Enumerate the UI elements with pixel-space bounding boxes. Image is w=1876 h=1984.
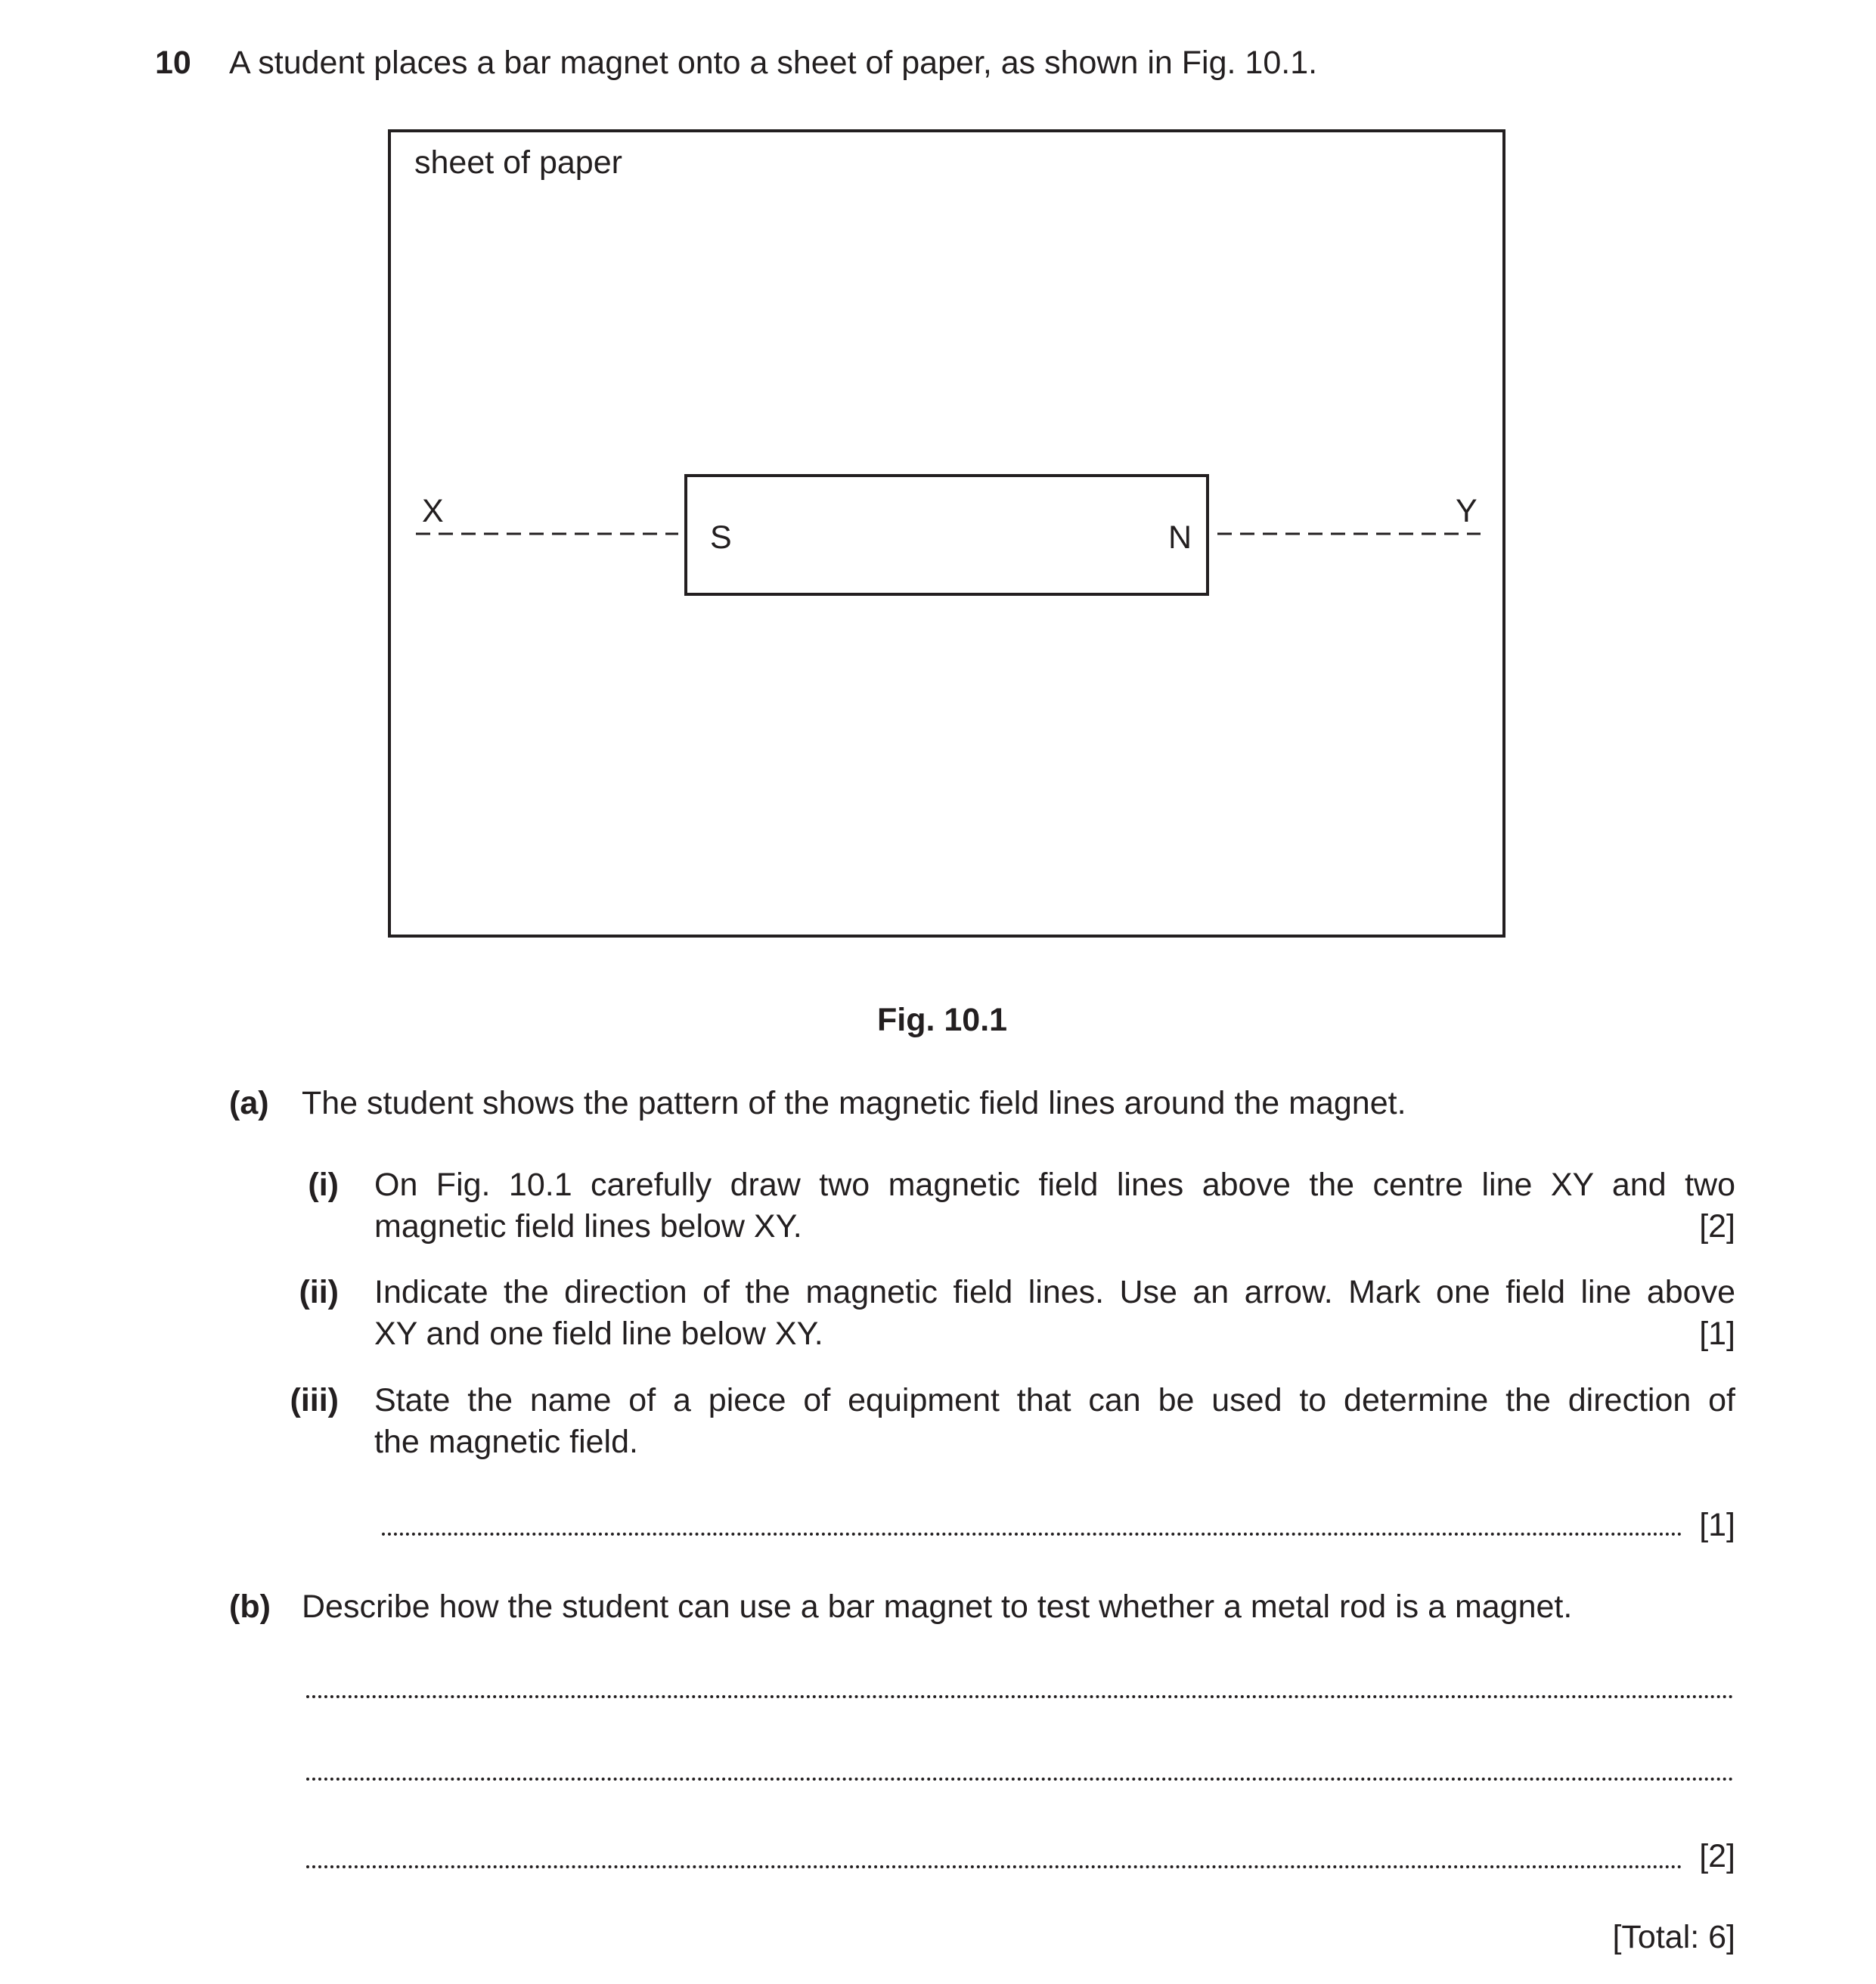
part-a-ii-line2: XY and one field line below XY.	[374, 1316, 823, 1352]
part-a-iii-line2: the magnetic field.	[374, 1424, 638, 1460]
part-a-iii-label: (iii)	[290, 1382, 339, 1418]
part-a-text: The student shows the pattern of the magnetic field lines around the magnet.	[302, 1085, 1406, 1121]
bar-magnet	[686, 476, 1208, 594]
part-a-ii-marks: [1]	[1699, 1316, 1735, 1352]
part-a-ii-line1: Indicate the direction of the magnetic field lines. Use an arrow. Mark one field line above	[374, 1274, 1735, 1310]
part-a-iii-marks: [1]	[1699, 1507, 1735, 1543]
part-b-text: Describe how the student can use a bar magnet to test whether a metal rod is a magnet.	[302, 1589, 1573, 1625]
pole-n: N	[1168, 519, 1192, 556]
part-a-i-label: (i)	[308, 1167, 339, 1203]
part-a-iii-line1: State the name of a piece of equipment that can be used to determine the direction of	[374, 1382, 1735, 1418]
part-b-label: (b)	[229, 1589, 271, 1625]
label-x: X	[422, 493, 444, 529]
part-b-answer-line-2[interactable]	[306, 1778, 1734, 1781]
label-y: Y	[1456, 493, 1478, 529]
total-marks: [Total: 6]	[1612, 1919, 1735, 1955]
question-number: 10	[155, 45, 191, 81]
part-b-answer-line-1[interactable]	[306, 1695, 1734, 1698]
figure-10-1	[0, 0, 1876, 953]
part-a-i-marks: [2]	[1699, 1208, 1735, 1245]
part-a-i-line2: magnetic field lines below XY.	[374, 1208, 802, 1245]
pole-s: S	[710, 519, 732, 556]
part-a-i-line1: On Fig. 10.1 carefully draw two magnetic field lines above the centre line XY and two	[374, 1167, 1735, 1203]
part-b-answer-line-3[interactable]	[306, 1865, 1682, 1868]
part-a-label: (a)	[229, 1085, 269, 1121]
paper-label: sheet of paper	[414, 144, 622, 181]
part-a-ii-label: (ii)	[299, 1274, 339, 1310]
figure-caption: Fig. 10.1	[877, 1002, 1008, 1038]
part-a-iii-answer-line[interactable]	[382, 1533, 1682, 1536]
part-b-marks: [2]	[1699, 1838, 1735, 1874]
question-intro: A student places a bar magnet onto a sheet of paper, as shown in Fig. 10.1.	[229, 45, 1318, 81]
